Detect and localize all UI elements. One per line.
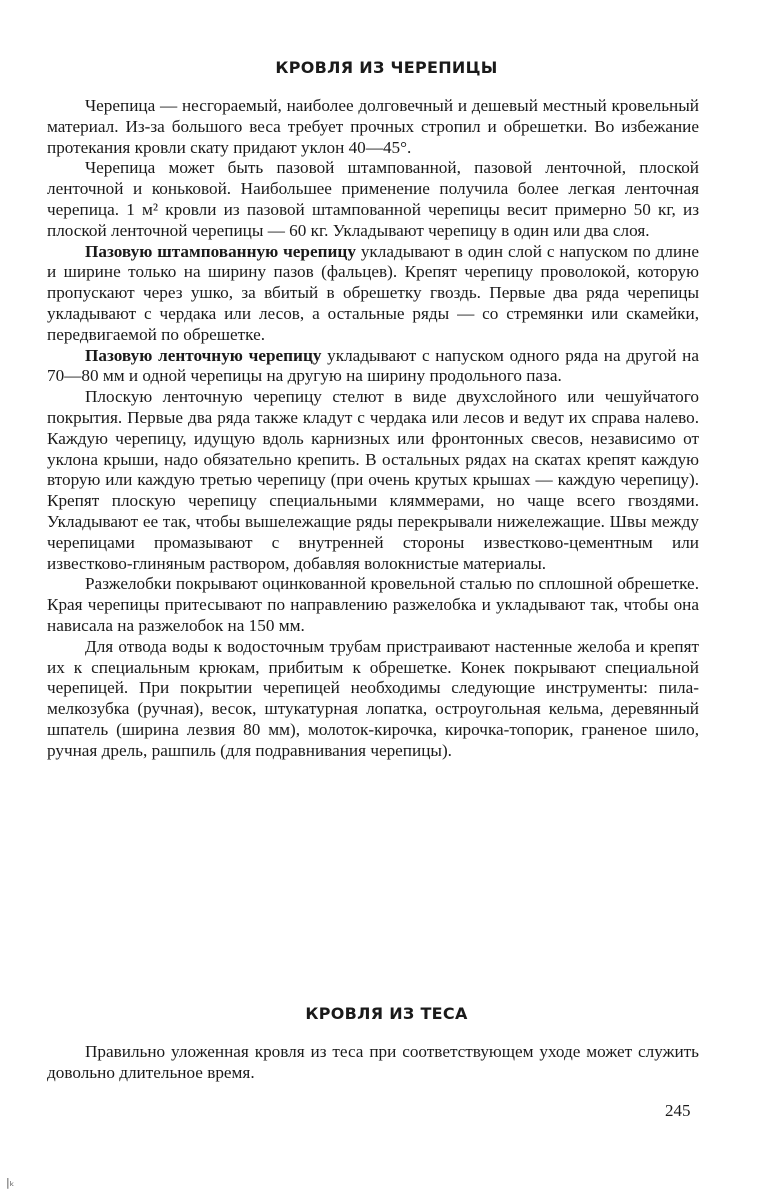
paragraph-4-text: укладывают с напуском одного ряда на другой на 70—80 мм и одной черепицы на другую на ширину продольного паза. (47, 345, 699, 386)
paragraph-3-text: укладывают в один слой с напуском по длине и ширине только на ширину пазов (фальцев). Крепят черепицу проволокой, которую пропускают через ушко, за вбитый в обрешетку гвоздь. Первые два ряда черепицы укладывают с чердака или лесов, а остальные ряды — со стремянки или скамейки, передвигаемой по обрешетке. (47, 241, 699, 344)
paragraph-3-lead: Пазовую штампованную черепицу (85, 241, 356, 261)
paragraph-2-text: Черепица может быть пазовой штампованной, пазовой ленточной, плоской ленточной и коньковой. Наибольшее применение получила более легкая ленточная черепица. 1 м² кровли из пазовой штампованной черепицы весит примерно 50 кг, из плоской ленточной черепицы — 60 кг. Укладывают черепицу в один или два слоя. (47, 158, 699, 240)
paragraph-6-text: Разжелобки покрывают оцинкованной кровельной сталью по сплошной обрешетке. Края черепицы притесывают по направлению разжелобка и укладывают так, чтобы она нависала на разжелобок на 150 мм. (47, 574, 699, 635)
paragraph-8 (47, 1042, 699, 1084)
section-title-plank-roof: КРОВЛЯ ИЗ ТЕСА (305, 1004, 468, 1023)
paragraph-5-text: Плоскую ленточную черепицу стелют в виде двухслойного или чешуйчатого покрытия. Первые два ряда также кладут с чердака или лесов и ведут их справа налево. Каждую черепицу, идущую вдоль карнизных или фронтонных свесов, независимо от уклона крыши, надо обязательно крепить. В остальных рядах на скатах крепят каждую вторую или каждую третью черепицу (при очень крутых крышах — каждую черепицу). Крепят плоскую черепицу специальными кляммерами, но чаще всего гвоздями. Укладывают ее так, чтобы вышележащие ряды перекрывали нижележащие. Швы между черепицами промазывают с внутренней стороны известково-цементным или известково-глиняным раствором, добавляя волокнистые материалы. (47, 387, 699, 573)
paragraph-1-text: Черепица — несгораемый, наиболее долговечный и дешевый местный кровельный материал. Из-за большого веса требует прочных стропил и обрешетки. Во избежание протекания кровли скату придают уклон 40—45°. (47, 96, 699, 157)
paragraph-3 (47, 242, 699, 346)
paragraph-1 (47, 96, 699, 158)
paragraph-4-lead: Пазовую ленточную черепицу (85, 345, 322, 365)
scan-corner-mark: |ₖ (6, 1176, 15, 1189)
paragraph-2 (47, 158, 699, 241)
section-body-tile-roof (47, 96, 699, 762)
paragraph-6 (47, 574, 699, 636)
paragraph-5 (47, 387, 699, 574)
section-body-plank-roof (47, 1042, 699, 1084)
page-number: 245 (665, 1101, 691, 1120)
paragraph-7-text: Для отвода воды к водосточным трубам пристраивают настенные желоба и крепят их к специальным крюкам, прибитым к обрешетке. Конек покрывают специальной черепицей. При покрытии черепицей необходимы следующие инструменты: пила-мелкозубка (ручная), весок, штукатурная лопатка, остроугольная кельма, деревянный шпатель (ширина лезвия 80 мм), молоток-кирочка, кирочка-топорик, граненое шило, ручная дрель, рашпиль (для подравнивания черепицы). (47, 636, 699, 760)
paragraph-8-text: Правильно уложенная кровля из теса при соответствующем уходе может служить довольно длительное время. (47, 1042, 699, 1082)
paragraph-4 (47, 346, 699, 388)
section-title-tile-roof: КРОВЛЯ ИЗ ЧЕРЕПИЦЫ (275, 58, 498, 77)
paragraph-7 (47, 637, 699, 762)
